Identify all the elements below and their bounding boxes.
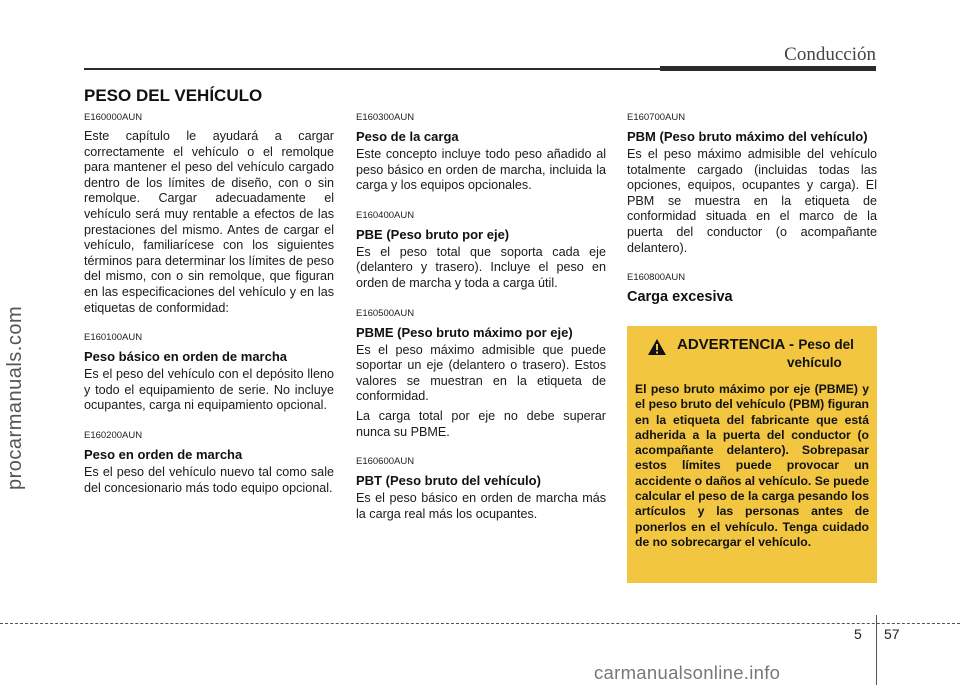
section-title: PESO DEL VEHÍCULO [84,86,263,105]
warning-triangle-icon [647,338,667,356]
page-number: 57 [884,626,900,642]
warning-box [627,326,877,583]
paragraph: La carga total por eje no debe superar nunca su PBME. [356,408,606,439]
column-1 [84,112,334,512]
warning-subtitle: Peso del [798,337,854,352]
paragraph: Es el peso máximo admisible del vehículo totalmente cargado (incluidas todas las opciones, equipos, ocupantes y carga). El PBM se muestra en la etiqueta de conformidad situada en el marco de la puerta del conductor (o acompañante delantero). [627,147,877,255]
section-code: E160800AUN [627,272,686,284]
column-2 [356,112,606,538]
section-code: E160000AUN [84,112,143,123]
warning-header [647,336,869,372]
section-code: E160200AUN [84,429,143,441]
side-watermark: procarmanuals.com [4,305,26,490]
warning-title: ADVERTENCIA - [677,336,794,353]
column-3 [627,112,877,307]
section-code: E160300AUN [356,112,415,123]
paragraph: Es el peso básico en orden de marcha más la carga real más los ocupantes. [356,491,606,521]
chapter-title: Conducción [784,44,876,65]
intro-text: Este capítulo le ayudará a cargar correctamente el vehículo o el remolque para mantener el peso del vehículo cargado dentro de los límites de diseño, con o sin remolque. Cargar adecuadamente el vehículo será muy rentable a efectos de las prestaciones del mismo. Antes de cargar el vehículo, familiarícese con los siguientes términos para determinar los límites de peso del mismo, con o sin remolque, que figuran en las especificaciones del vehículo y en las etiquetas de conformidad: [84,129,334,315]
warning-subtitle: vehículo [787,355,842,370]
subheading: PBE (Peso bruto por eje) [356,226,510,242]
section-code: E160500AUN [356,307,415,319]
subheading: Carga excesiva [627,289,733,306]
page-separator [876,615,877,685]
paragraph: Es el peso del vehículo con el depósito lleno y todo el equipamiento de serie. No incluye ocupantes, carga ni equipamiento opcional. [84,367,334,413]
subheading: Peso de la carga [356,129,459,144]
subheading: Peso básico en orden de marcha [84,349,288,365]
subheading: Peso en orden de marcha [84,446,243,462]
chapter-number: 5 [854,626,862,642]
warning-text: El peso bruto máximo por eje (PBME) y el peso bruto del vehículo (PBM) figuran en la etiqueta del fabricante que está adherida a la puerta del conductor (o acompañante delantero). Sobrepasar estos límites puede provocar un accidente o daños al vehículo. Se puede calcular el peso de la carga pesando los artículos y las personas antes de ponerlos en el vehículo. Tenga cuidado de no sobrecargar el vehículo. [635,382,869,549]
bottom-watermark: carmanualsonline.info [594,662,781,683]
paragraph: Es el peso del vehículo nuevo tal como sale del concesionario más todo equipo opcional. [84,464,334,495]
subheading: PBME (Peso bruto máximo por eje) [356,324,573,340]
footer-rule [0,623,960,624]
paragraph: Es el peso máximo admisible que puede soportar un eje (delantero o trasero). Estos valores se muestran en la etiqueta de conformidad. [356,342,606,404]
paragraph: Este concepto incluye todo peso añadido al peso básico en orden de marcha, incluida la carga y los equipos opcionales. [356,147,606,193]
header-rule-accent [660,66,876,71]
subheading: PBM (Peso bruto máximo del vehículo) [627,129,868,144]
subheading: PBT (Peso bruto del vehículo) [356,473,541,489]
section-code: E160400AUN [356,209,415,221]
paragraph: Es el peso total que soporta cada eje (delantero y trasero). Incluye el peso en orden de marcha y toda a carga útil. [356,244,606,290]
warning-title-block [677,336,854,372]
section-code: E160700AUN [627,112,686,123]
section-code: E160600AUN [356,456,415,468]
section-code: E160100AUN [84,332,143,344]
